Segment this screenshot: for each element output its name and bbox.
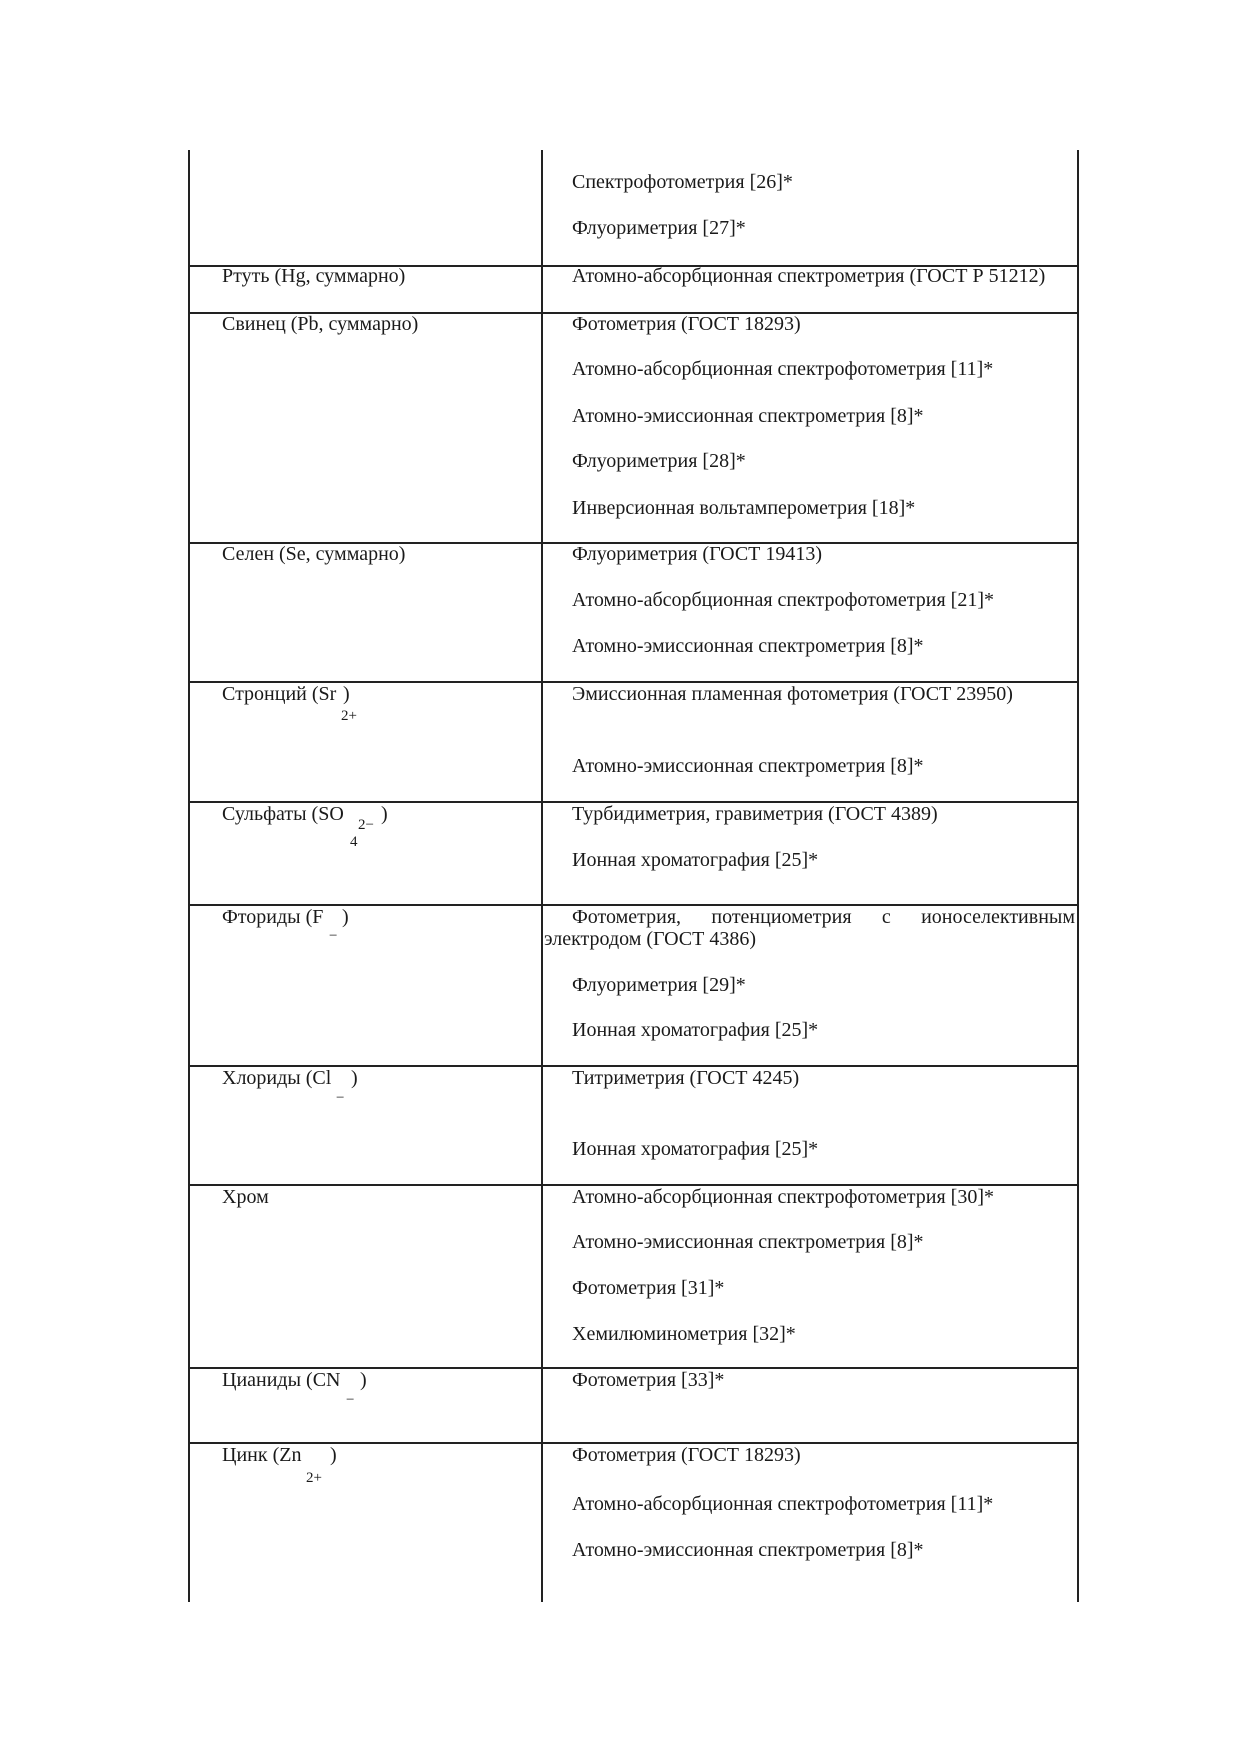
ion-charge: 2+ xyxy=(306,1470,322,1486)
method-text: Флуориметрия [29]* xyxy=(572,974,746,996)
method-text: Фотометрия, потенциометрия с ионоселективным xyxy=(572,906,1075,928)
substance-bracket: ) xyxy=(360,1369,367,1391)
method-text: Титриметрия (ГОСТ 4245) xyxy=(572,1067,800,1089)
substance-name: Сульфаты (SO xyxy=(222,803,344,825)
ion-charge: − xyxy=(346,1392,355,1408)
method-text: Ионная хроматография [25]* xyxy=(572,1019,819,1041)
substance-name: Цинк (Zn xyxy=(222,1444,302,1466)
method-text: Атомно-эмиссионная спектрометрия [8]* xyxy=(572,635,924,657)
method-text: Фотометрия [33]* xyxy=(572,1369,725,1391)
ion-index: 4 xyxy=(350,834,358,850)
method-text: Ионная хроматография [25]* xyxy=(572,1138,819,1160)
method-text: Атомно-абсорбционная спектрофотометрия [30]* xyxy=(572,1186,994,1208)
ion-charge: 2− xyxy=(358,817,374,833)
method-text: Спектрофотометрия [26]* xyxy=(572,171,793,193)
substance-bracket: ) xyxy=(381,803,388,825)
substance-bracket: ) xyxy=(343,683,350,705)
ion-charge: 2+ xyxy=(341,708,357,724)
substance-name: Свинец (Pb, суммарно) xyxy=(222,313,419,335)
method-text: электродом (ГОСТ 4386) xyxy=(544,928,757,950)
substance-name: Фториды (F xyxy=(222,906,324,928)
table-column-divider xyxy=(541,150,543,1602)
method-text: Хемилюминометрия [32]* xyxy=(572,1323,796,1345)
method-text: Фотометрия (ГОСТ 18293) xyxy=(572,313,801,335)
method-text: Атомно-абсорбционная спектрофотометрия [11]* xyxy=(572,358,994,380)
substance-bracket: ) xyxy=(351,1067,358,1089)
methods-table xyxy=(188,150,1079,1602)
substance-name: Стронций (Sr xyxy=(222,683,337,705)
substance-bracket: ) xyxy=(342,906,349,928)
substance-name: Хром xyxy=(222,1186,269,1208)
substance-bracket: ) xyxy=(330,1444,337,1466)
method-text: Атомно-абсорбционная спектрофотометрия [21]* xyxy=(572,589,994,611)
method-text: Флуориметрия (ГОСТ 19413) xyxy=(572,543,823,565)
method-text: Атомно-абсорбционная спектрофотометрия [11]* xyxy=(572,1493,994,1515)
method-text: Атомно-эмиссионная спектрометрия [8]* xyxy=(572,405,924,427)
method-text: Атомно-абсорбционная спектрометрия (ГОСТ Р 51212) xyxy=(572,265,1046,287)
method-text: Эмиссионная пламенная фотометрия (ГОСТ 23950) xyxy=(572,683,1013,705)
method-text: Ионная хроматография [25]* xyxy=(572,849,819,871)
ion-charge: − xyxy=(329,928,338,944)
substance-name: Цианиды (CN xyxy=(222,1369,341,1391)
method-text: Инверсионная вольтамперометрия [18]* xyxy=(572,497,916,519)
method-text: Фотометрия [31]* xyxy=(572,1277,725,1299)
method-text: Флуориметрия [27]* xyxy=(572,217,746,239)
substance-name: Хлориды (Cl xyxy=(222,1067,332,1089)
substance-name: Ртуть (Hg, суммарно) xyxy=(222,265,406,287)
ion-charge: − xyxy=(336,1090,345,1106)
substance-name: Селен (Se, суммарно) xyxy=(222,543,406,565)
method-text: Атомно-эмиссионная спектрометрия [8]* xyxy=(572,1539,924,1561)
method-text: Атомно-эмиссионная спектрометрия [8]* xyxy=(572,1231,924,1253)
method-text: Флуориметрия [28]* xyxy=(572,450,746,472)
method-text: Турбидиметрия, гравиметрия (ГОСТ 4389) xyxy=(572,803,938,825)
table-border-left xyxy=(188,150,190,1602)
method-text: Атомно-эмиссионная спектрометрия [8]* xyxy=(572,755,924,777)
method-text: Фотометрия (ГОСТ 18293) xyxy=(572,1444,801,1466)
table-border-right xyxy=(1077,150,1079,1602)
